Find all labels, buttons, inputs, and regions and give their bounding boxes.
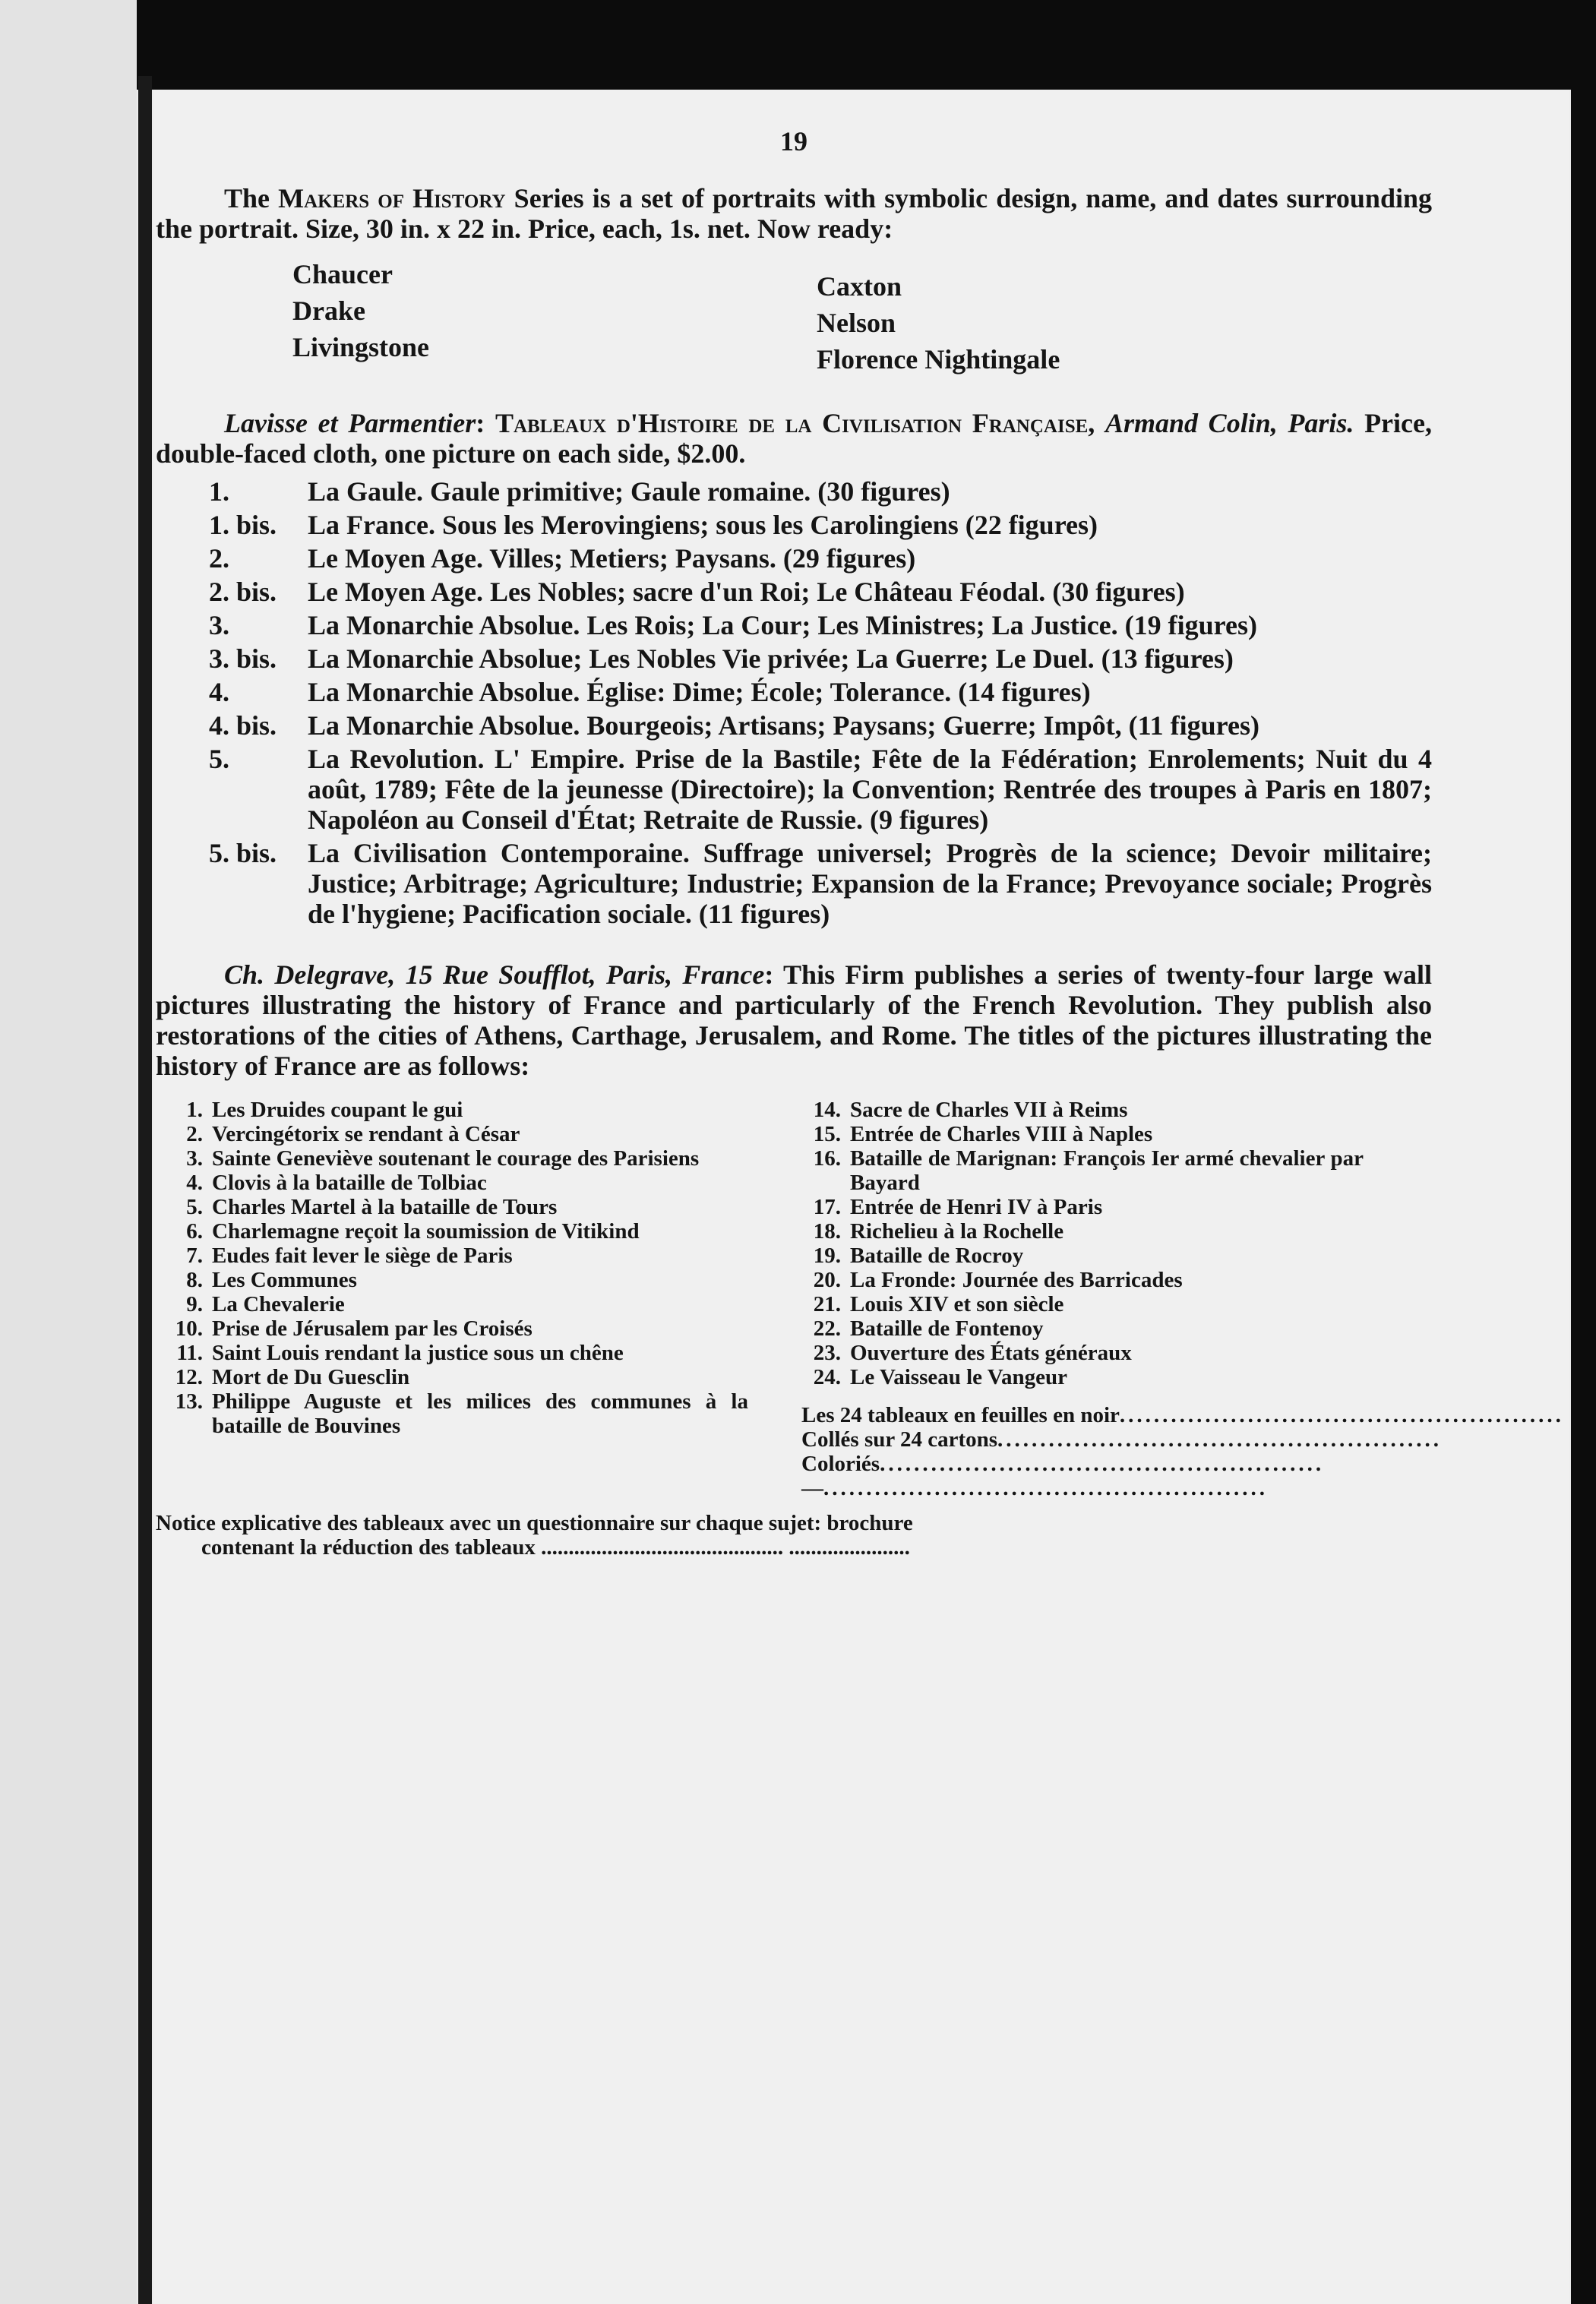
price-label: — (801, 1476, 823, 1500)
list-item (801, 1365, 1364, 1389)
notice-line-text: contenant la réduction des tableaux (201, 1535, 536, 1560)
list-item (163, 1219, 748, 1244)
notice-line: Notice explicative des tableaux avec un questionnaire sur chaque sujet: brochure (156, 1511, 913, 1535)
item-text: Bataille de Marignan: François Ier armé chevalier par Bayard (850, 1146, 1364, 1195)
item-text: La Fronde: Journée des Barricades (850, 1268, 1183, 1292)
list-item (801, 1219, 1364, 1244)
price-label: Coloriés (801, 1452, 880, 1476)
item-number: 2. (209, 543, 229, 574)
lavisse-colon: : (476, 408, 495, 438)
lavisse-price: Price, double-faced cloth, one picture on each side, $2.00. (156, 408, 1432, 469)
item-text: Charles Martel à la bataille de Tours (212, 1195, 558, 1219)
list-item (163, 1268, 748, 1292)
price-list (801, 1403, 1564, 1500)
portrait-name: Caxton (817, 271, 902, 302)
item-number: 3. bis. (209, 643, 277, 674)
item-number: 21. (813, 1292, 841, 1316)
makers-series-name: Makers of History (278, 183, 506, 213)
list-item (209, 643, 1432, 674)
item-number: 5. (209, 744, 229, 774)
item-number: 19. (813, 1244, 841, 1268)
item-text: Le Vaisseau le Vangeur (850, 1365, 1068, 1389)
item-number: 23. (813, 1341, 841, 1365)
item-number: 14. (813, 1098, 841, 1122)
item-text: La Gaule. Gaule primitive; Gaule romaine. (30 figures) (308, 476, 950, 507)
list-item (801, 1244, 1364, 1268)
lavisse-paragraph (156, 408, 1432, 469)
item-text: Saint Louis rendant la justice sous un chêne (212, 1341, 624, 1365)
price-label: Les 24 tableaux en feuilles en noir (801, 1403, 1120, 1427)
picture-list-left (163, 1098, 748, 1500)
leader-dots: ............................................ ...................... (535, 1535, 910, 1560)
item-number: 18. (813, 1219, 841, 1244)
item-text: Les Druides coupant le gui (212, 1098, 463, 1122)
lavisse-publisher: Armand Colin, Paris. (1105, 408, 1354, 438)
list-item (801, 1146, 1364, 1195)
lavisse-comma: , (1088, 408, 1105, 438)
item-number: 2. bis. (209, 577, 277, 607)
list-item (163, 1365, 748, 1389)
item-text: La Monarchie Absolue. Les Rois; La Cour; Les Ministres; La Justice. (19 figures) (308, 610, 1257, 640)
list-item (163, 1316, 748, 1341)
list-item (163, 1195, 748, 1219)
list-item (163, 1244, 748, 1268)
item-text: Sacre de Charles VII à Reims (850, 1098, 1128, 1122)
item-number: 22. (813, 1316, 841, 1341)
item-number: 13. (175, 1389, 203, 1414)
item-number: 1. (186, 1098, 203, 1122)
item-number: 24. (813, 1365, 841, 1389)
list-item (163, 1389, 748, 1438)
list-item (801, 1268, 1364, 1292)
page-content (156, 125, 1564, 1560)
list-item (209, 577, 1432, 607)
list-item (209, 710, 1432, 741)
facing-page-edge (0, 0, 137, 2304)
list-item (163, 1146, 748, 1171)
item-text: Sainte Geneviève soutenant le courage des Parisiens (212, 1146, 700, 1171)
list-item (801, 1195, 1364, 1219)
notice-line-second (156, 1535, 1432, 1560)
item-number: 2. (186, 1122, 203, 1146)
item-text: La Chevalerie (212, 1292, 345, 1316)
price-row (801, 1427, 1443, 1452)
item-text: Bataille de Fontenoy (850, 1316, 1044, 1341)
list-item (801, 1292, 1364, 1316)
item-number: 9. (186, 1292, 203, 1316)
delegrave-picture-list (156, 1098, 1564, 1500)
delegrave-text: : This Firm publishes a series of twenty-four large wall pictures illustrating the history of France and particularly of the French Revolution. They publish also restorations of the cities of Athens, Carthage, Jerusalem, and Rome. The titles of the pictures illustrating the history of France are as follows: (156, 959, 1432, 1081)
lavisse-list (209, 476, 1432, 929)
list-item (209, 677, 1432, 707)
price-label: Collés sur 24 cartons (801, 1427, 998, 1452)
item-text: La Revolution. L' Empire. Prise de la Bastile; Fête de la Fédération; Enrolements; Nuit du 4 août, 1789; Fête de la jeunesse (Directoire); la Convention; Rentrée des troupes à Paris en 1807; Napoléon au Conseil d'État; Retraite de Russie. (9 figures) (308, 744, 1432, 835)
list-item (801, 1122, 1364, 1146)
item-text: Richelieu à la Rochelle (850, 1219, 1064, 1244)
makers-paragraph (156, 183, 1432, 244)
leader-dots: .................................................... (997, 1427, 1443, 1452)
item-number: 3. (209, 610, 229, 640)
item-text: Eudes fait lever le siège de Paris (212, 1244, 513, 1268)
item-text: Entrée de Henri IV à Paris (850, 1195, 1103, 1219)
item-number: 8. (186, 1268, 203, 1292)
list-item (801, 1098, 1364, 1122)
portrait-name: Nelson (817, 308, 896, 338)
portrait-name: Chaucer (292, 259, 393, 289)
price-row (801, 1452, 1364, 1476)
makers-prefix: The (224, 183, 279, 213)
portrait-column-right (817, 268, 1341, 378)
list-item (163, 1171, 748, 1195)
item-text: La France. Sous les Merovingiens; sous les Carolingiens (22 figures) (308, 510, 1098, 540)
item-text: La Monarchie Absolue. Église: Dime; École; Tolerance. (14 figures) (308, 677, 1091, 707)
item-number: 11. (176, 1341, 203, 1365)
scan-right-border (1571, 0, 1596, 2304)
item-text: Clovis à la bataille de Tolbiac (212, 1171, 487, 1195)
item-number: 7. (186, 1244, 203, 1268)
delegrave-name: Ch. Delegrave, 15 Rue Soufflot, Paris, France (224, 959, 765, 990)
list-item (209, 476, 1432, 507)
scan-top-border (0, 0, 1596, 90)
item-number: 5. (186, 1195, 203, 1219)
item-number: 10. (175, 1316, 203, 1341)
item-text: Louis XIV et son siècle (850, 1292, 1064, 1316)
item-number: 12. (175, 1365, 203, 1389)
item-text: La Monarchie Absolue. Bourgeois; Artisans; Paysans; Guerre; Impôt, (11 figures) (308, 710, 1259, 741)
delegrave-paragraph (156, 959, 1432, 1081)
lavisse-title: Tableaux d'Histoire de la Civilisation Française (495, 408, 1089, 438)
item-number: 5. bis. (209, 838, 277, 868)
portrait-name: Livingstone (292, 332, 430, 362)
portrait-name: Drake (292, 296, 365, 326)
list-item (801, 1341, 1364, 1365)
portrait-list (292, 256, 1432, 378)
item-number: 4. bis. (209, 710, 277, 741)
item-number: 17. (813, 1195, 841, 1219)
item-text: La Monarchie Absolue; Les Nobles Vie privée; La Guerre; Le Duel. (13 figures) (308, 643, 1234, 674)
list-item (801, 1316, 1364, 1341)
item-text: Le Moyen Age. Villes; Metiers; Paysans. (29 figures) (308, 543, 916, 574)
lavisse-authors: Lavisse et Parmentier (224, 408, 476, 438)
item-text: Charlemagne reçoit la soumission de Vitikind (212, 1219, 640, 1244)
makers-text: Series is a set of portraits with symbolic design, name, and dates surrounding the portrait. Size, 30 in. x 22 in. Price, each, 1s. net. Now ready: (156, 183, 1432, 244)
portrait-column-left (292, 256, 817, 378)
page-number: 19 (780, 126, 807, 156)
list-item (209, 838, 1432, 929)
item-number: 15. (813, 1122, 841, 1146)
item-number: 6. (186, 1219, 203, 1244)
item-text: Les Communes (212, 1268, 357, 1292)
book-spine (138, 76, 152, 2304)
item-number: 3. (186, 1146, 203, 1171)
notice-paragraph (156, 1511, 1432, 1560)
item-number: 4. (209, 677, 229, 707)
list-item (163, 1122, 748, 1146)
item-text: La Civilisation Contemporaine. Suffrage universel; Progrès de la science; Devoir militaire; Justice; Arbitrage; Agriculture; Industrie; Expansion de la France; Prevoyance sociale; Progrès de l'hygiene; Pacification sociale. (11 figures) (308, 838, 1432, 929)
list-item (163, 1098, 748, 1122)
item-text: Entrée de Charles VIII à Naples (850, 1122, 1153, 1146)
list-item (209, 610, 1432, 640)
item-number: 4. (186, 1171, 203, 1195)
list-item (163, 1341, 748, 1365)
item-number: 20. (813, 1268, 841, 1292)
item-number: 16. (813, 1146, 841, 1171)
list-item (163, 1292, 748, 1316)
item-number: 1. bis. (209, 510, 277, 540)
leader-dots: .................................................... (1119, 1403, 1564, 1427)
item-text: Vercingétorix se rendant à César (212, 1122, 520, 1146)
item-text: Mort de Du Guesclin (212, 1365, 410, 1389)
picture-list-right (801, 1098, 1564, 1500)
portrait-name: Florence Nightingale (817, 344, 1060, 375)
item-text: Ouverture des États généraux (850, 1341, 1132, 1365)
item-text: Philippe Auguste et les milices des communes à la bataille de Bouvines (212, 1389, 748, 1438)
item-text: Prise de Jérusalem par les Croisés (212, 1316, 533, 1341)
item-text: Bataille de Rocroy (850, 1244, 1024, 1268)
item-number: 1. (209, 476, 229, 507)
list-item (209, 510, 1432, 540)
leader-dots: .................................................... (880, 1452, 1325, 1476)
price-row (801, 1476, 1364, 1500)
item-text: Le Moyen Age. Les Nobles; sacre d'un Roi; Le Château Féodal. (30 figures) (308, 577, 1185, 607)
leader-dots: .................................................... (823, 1476, 1268, 1500)
price-row (801, 1403, 1564, 1427)
list-item (209, 744, 1432, 835)
list-item (209, 543, 1432, 574)
